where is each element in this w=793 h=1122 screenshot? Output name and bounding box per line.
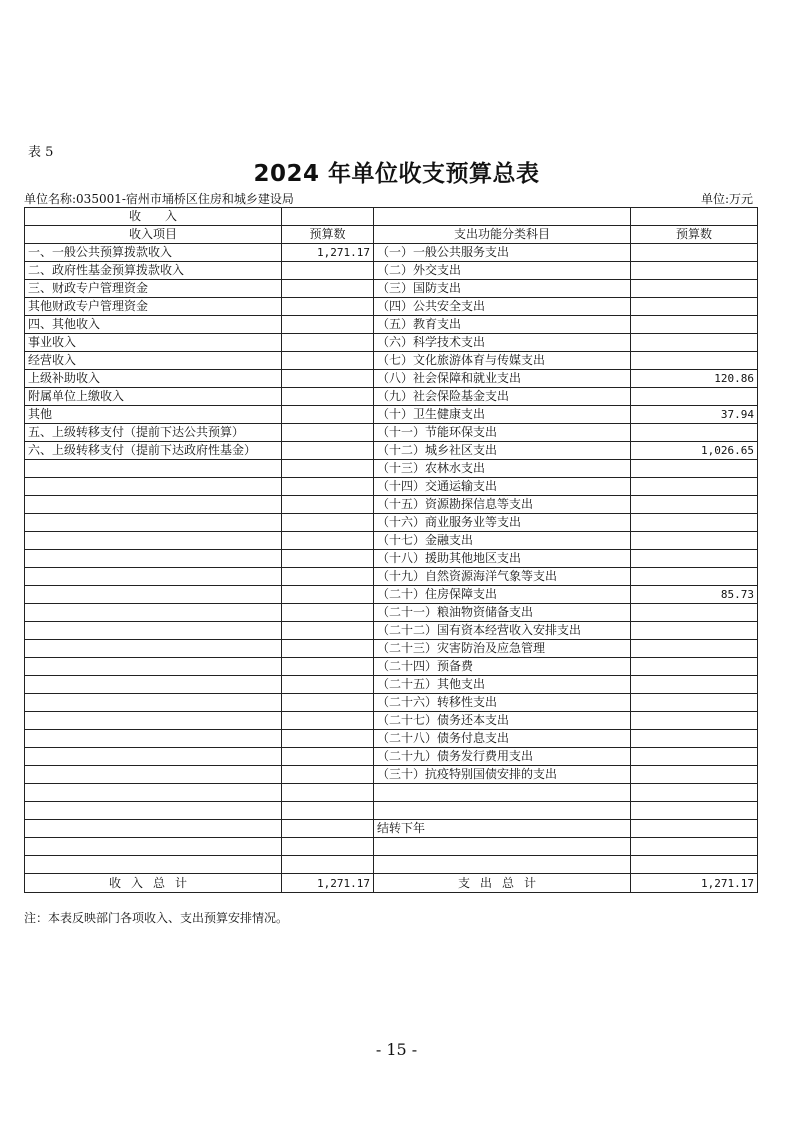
expense-amount-cell [631, 766, 758, 784]
expense-amount-cell [631, 802, 758, 820]
expense-amount-cell [631, 280, 758, 298]
income-amount-cell [282, 640, 374, 658]
expense-item-cell: （九）社会保险基金支出 [374, 388, 631, 406]
income-amount-cell [282, 748, 374, 766]
expense-item-cell [374, 838, 631, 856]
table-row [25, 820, 758, 838]
expense-amount-cell [631, 478, 758, 496]
expense-item-cell: （二十二）国有资本经营收入安排支出 [374, 622, 631, 640]
table-row [25, 262, 758, 280]
income-amount-cell [282, 622, 374, 640]
income-item-cell [25, 586, 282, 604]
expense-amount-cell [631, 334, 758, 352]
table-row [25, 568, 758, 586]
table-row [25, 802, 758, 820]
header-blank-cell [282, 208, 374, 226]
expense-total-amount: 1,271.17 [631, 874, 758, 893]
income-amount-cell [282, 784, 374, 802]
income-item-cell [25, 478, 282, 496]
expense-item-cell: （二十）住房保障支出 [374, 586, 631, 604]
income-item-cell: 二、政府性基金预算拨款收入 [25, 262, 282, 280]
income-amount-cell [282, 460, 374, 478]
header-blank-cell [374, 208, 631, 226]
table-row [25, 244, 758, 262]
income-amount-cell [282, 532, 374, 550]
expense-amount-cell [631, 694, 758, 712]
table-row [25, 676, 758, 694]
income-item-cell [25, 604, 282, 622]
income-item-cell [25, 766, 282, 784]
table-row [25, 748, 758, 766]
expense-amount-cell [631, 604, 758, 622]
expense-amount-cell [631, 316, 758, 334]
income-amount-header: 预算数 [282, 226, 374, 244]
income-amount-cell [282, 568, 374, 586]
income-amount-cell [282, 694, 374, 712]
table-row [25, 496, 758, 514]
expense-amount-cell [631, 730, 758, 748]
income-amount-cell [282, 406, 374, 424]
table-row [25, 388, 758, 406]
expense-amount-cell [631, 244, 758, 262]
expense-item-cell: （七）文化旅游体育与传媒支出 [374, 352, 631, 370]
income-amount-cell [282, 586, 374, 604]
income-item-cell: 四、其他收入 [25, 316, 282, 334]
income-amount-cell [282, 496, 374, 514]
expense-item-cell: （八）社会保障和就业支出 [374, 370, 631, 388]
income-item-cell [25, 802, 282, 820]
expense-item-cell: （二十四）预备费 [374, 658, 631, 676]
expense-amount-cell: 120.86 [631, 370, 758, 388]
expense-amount-cell [631, 622, 758, 640]
page-title: 2024 年单位收支预算总表 [253, 161, 540, 187]
income-item-cell [25, 496, 282, 514]
income-amount-cell: 1,271.17 [282, 244, 374, 262]
expense-amount-cell [631, 298, 758, 316]
table-row [25, 370, 758, 388]
expense-item-cell [374, 802, 631, 820]
table-row [25, 334, 758, 352]
income-item-cell [25, 730, 282, 748]
table-row [25, 784, 758, 802]
expense-total-label: 支出总计 [374, 874, 631, 893]
table-row [25, 856, 758, 874]
expense-amount-cell [631, 388, 758, 406]
income-item-cell: 三、财政专户管理资金 [25, 280, 282, 298]
income-item-cell [25, 838, 282, 856]
income-amount-cell [282, 352, 374, 370]
expense-amount-cell [631, 784, 758, 802]
income-amount-cell [282, 442, 374, 460]
income-item-cell [25, 784, 282, 802]
income-amount-cell [282, 388, 374, 406]
income-group-header: 收 入 [25, 208, 282, 226]
income-item-cell: 六、上级转移支付（提前下达政府性基金） [25, 442, 282, 460]
expense-item-cell: （十八）援助其他地区支出 [374, 550, 631, 568]
expense-item-cell: （十四）交通运输支出 [374, 478, 631, 496]
expense-amount-cell [631, 640, 758, 658]
expense-amount-cell [631, 712, 758, 730]
expense-amount-cell [631, 856, 758, 874]
unit-name: 单位名称:035001-宿州市埇桥区住房和城乡建设局 [24, 192, 294, 206]
expense-item-cell: （三）国防支出 [374, 280, 631, 298]
income-item-cell [25, 748, 282, 766]
table-row [25, 442, 758, 460]
page-number: - 15 - [375, 1040, 418, 1059]
income-amount-cell [282, 604, 374, 622]
table-row [25, 532, 758, 550]
expense-item-cell: （十七）金融支出 [374, 532, 631, 550]
expense-amount-header: 预算数 [631, 226, 758, 244]
header-blank-cell [631, 208, 758, 226]
income-item-cell: 经营收入 [25, 352, 282, 370]
expense-item-cell [374, 784, 631, 802]
income-item-cell: 其他财政专户管理资金 [25, 298, 282, 316]
table-row [25, 424, 758, 442]
table-row [25, 406, 758, 424]
income-item-cell [25, 532, 282, 550]
income-item-header: 收入项目 [25, 226, 282, 244]
income-item-cell: 其他 [25, 406, 282, 424]
expense-item-cell: （一）一般公共服务支出 [374, 244, 631, 262]
expense-amount-cell [631, 262, 758, 280]
table-row [25, 514, 758, 532]
expense-item-cell: （二十一）粮油物资储备支出 [374, 604, 631, 622]
expense-item-cell: （十九）自然资源海洋气象等支出 [374, 568, 631, 586]
table-row [25, 730, 758, 748]
expense-amount-cell [631, 550, 758, 568]
table-row [25, 694, 758, 712]
income-amount-cell [282, 856, 374, 874]
expense-amount-cell [631, 838, 758, 856]
income-total-label: 收入总计 [25, 874, 282, 893]
table-row [25, 550, 758, 568]
table-row [25, 712, 758, 730]
income-amount-cell [282, 550, 374, 568]
income-item-cell: 附属单位上缴收入 [25, 388, 282, 406]
expense-item-cell: （十一）节能环保支出 [374, 424, 631, 442]
income-item-cell [25, 694, 282, 712]
expense-item-cell [374, 856, 631, 874]
table-header-row-1 [25, 208, 758, 226]
income-item-cell [25, 514, 282, 532]
expense-amount-cell [631, 658, 758, 676]
income-amount-cell [282, 514, 374, 532]
income-amount-cell [282, 838, 374, 856]
table-row [25, 460, 758, 478]
expense-item-cell: （五）教育支出 [374, 316, 631, 334]
expense-amount-cell [631, 460, 758, 478]
income-amount-cell [282, 730, 374, 748]
income-item-cell [25, 658, 282, 676]
income-item-cell [25, 820, 282, 838]
expense-item-cell: （六）科学技术支出 [374, 334, 631, 352]
income-amount-cell [282, 424, 374, 442]
income-item-cell [25, 568, 282, 586]
expense-item-cell: （二十七）债务还本支出 [374, 712, 631, 730]
income-amount-cell [282, 370, 374, 388]
totals-row [25, 874, 758, 893]
expense-item-cell: （十三）农林水支出 [374, 460, 631, 478]
expense-amount-cell: 37.94 [631, 406, 758, 424]
table-row [25, 280, 758, 298]
expense-amount-cell: 85.73 [631, 586, 758, 604]
expense-item-cell: 结转下年 [374, 820, 631, 838]
expense-amount-cell [631, 568, 758, 586]
income-amount-cell [282, 658, 374, 676]
table-row [25, 478, 758, 496]
income-item-cell [25, 712, 282, 730]
table-row [25, 604, 758, 622]
expense-item-cell: （二十五）其他支出 [374, 676, 631, 694]
table-row [25, 622, 758, 640]
income-item-cell: 五、上级转移支付（提前下达公共预算） [25, 424, 282, 442]
expense-item-cell: （二十六）转移性支出 [374, 694, 631, 712]
table-row [25, 316, 758, 334]
income-item-cell [25, 676, 282, 694]
expense-amount-cell [631, 496, 758, 514]
income-item-cell: 事业收入 [25, 334, 282, 352]
budget-table [24, 207, 758, 893]
table-row [25, 640, 758, 658]
expense-amount-cell [631, 424, 758, 442]
expense-amount-cell: 1,026.65 [631, 442, 758, 460]
income-item-cell [25, 550, 282, 568]
expense-amount-cell [631, 352, 758, 370]
footnote: 注：本表反映部门各项收入、支出预算安排情况。 [24, 911, 289, 925]
currency-unit: 单位:万元 [700, 192, 753, 206]
expense-amount-cell [631, 676, 758, 694]
table-row [25, 766, 758, 784]
income-amount-cell [282, 334, 374, 352]
income-amount-cell [282, 766, 374, 784]
income-item-cell [25, 640, 282, 658]
expense-item-cell: （二十三）灾害防治及应急管理 [374, 640, 631, 658]
income-total-amount: 1,271.17 [282, 874, 374, 893]
expense-item-cell: （十五）资源勘探信息等支出 [374, 496, 631, 514]
expense-amount-cell [631, 532, 758, 550]
table-row [25, 658, 758, 676]
expense-amount-cell [631, 514, 758, 532]
table-row [25, 298, 758, 316]
expense-amount-cell [631, 820, 758, 838]
expense-item-cell: （十六）商业服务业等支出 [374, 514, 631, 532]
income-item-cell [25, 856, 282, 874]
table-row [25, 586, 758, 604]
table-row [25, 352, 758, 370]
income-amount-cell [282, 298, 374, 316]
table-number-label: 表 5 [28, 145, 54, 160]
income-amount-cell [282, 712, 374, 730]
income-item-cell: 上级补助收入 [25, 370, 282, 388]
expense-item-cell: （十）卫生健康支出 [374, 406, 631, 424]
budget-table-body [25, 208, 758, 893]
expense-amount-cell [631, 748, 758, 766]
expense-item-cell: （四）公共安全支出 [374, 298, 631, 316]
income-item-cell [25, 622, 282, 640]
expense-item-cell: （十二）城乡社区支出 [374, 442, 631, 460]
expense-item-cell: （三十）抗疫特别国债安排的支出 [374, 766, 631, 784]
income-amount-cell [282, 802, 374, 820]
income-amount-cell [282, 820, 374, 838]
income-amount-cell [282, 676, 374, 694]
income-item-cell: 一、一般公共预算拨款收入 [25, 244, 282, 262]
expense-item-cell: （二十八）债务付息支出 [374, 730, 631, 748]
income-amount-cell [282, 478, 374, 496]
table-header-row-2 [25, 226, 758, 244]
income-amount-cell [282, 316, 374, 334]
income-item-cell [25, 460, 282, 478]
income-amount-cell [282, 262, 374, 280]
expense-item-header: 支出功能分类科目 [374, 226, 631, 244]
expense-item-cell: （二十九）债务发行费用支出 [374, 748, 631, 766]
income-amount-cell [282, 280, 374, 298]
expense-item-cell: （二）外交支出 [374, 262, 631, 280]
table-row [25, 838, 758, 856]
